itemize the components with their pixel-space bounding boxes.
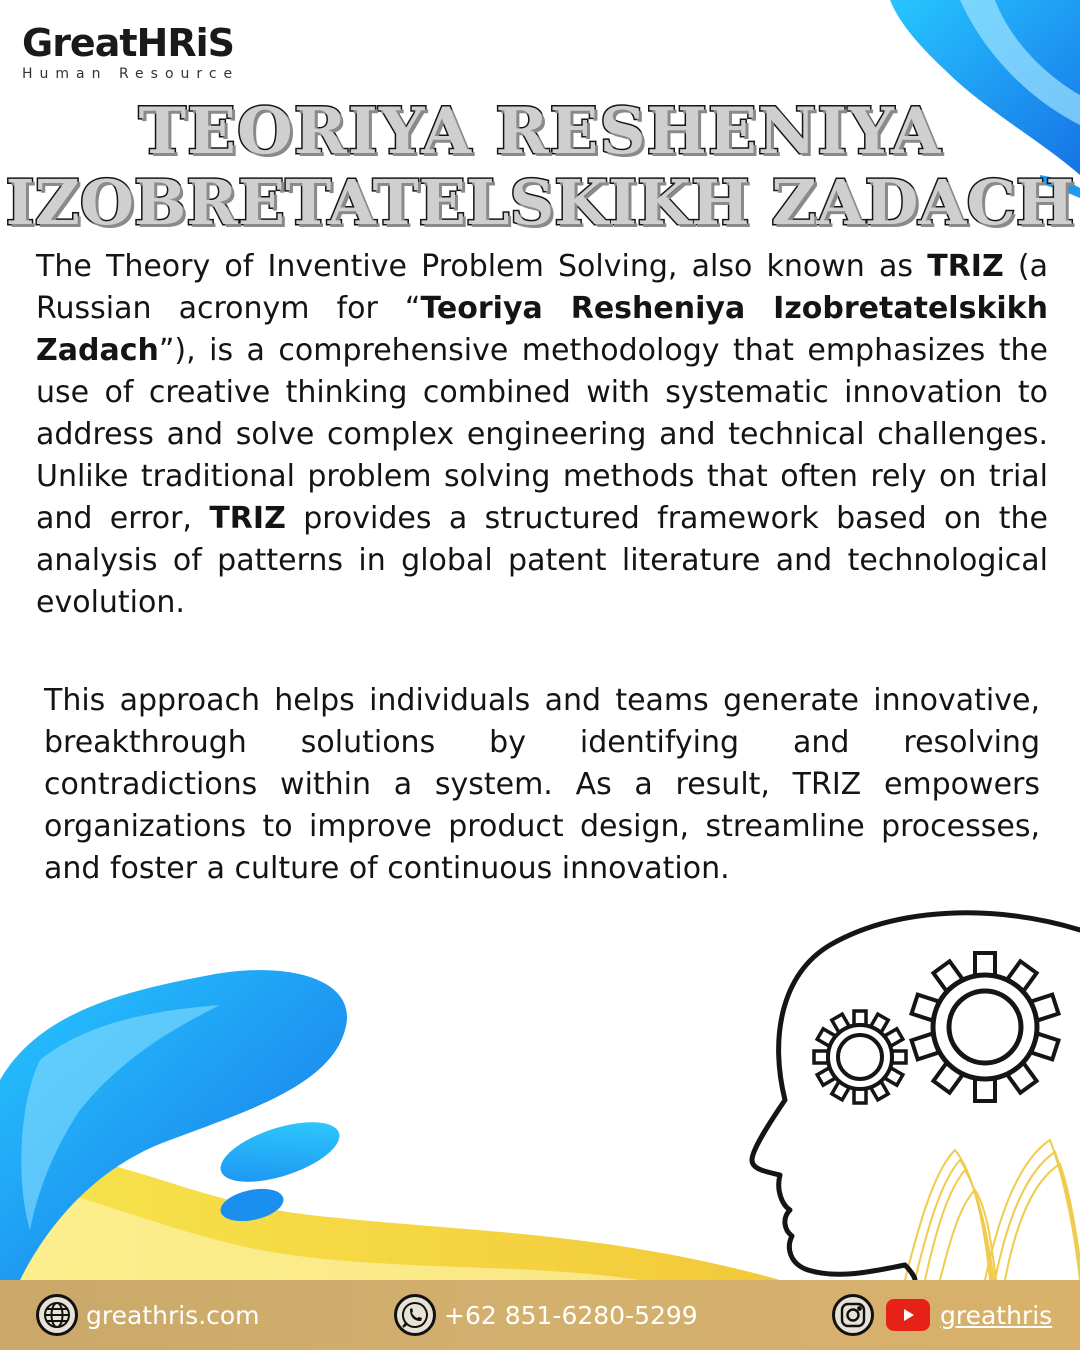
bottom-left-yellow-wave	[0, 1150, 780, 1280]
intro-bold-triz-2: TRIZ	[209, 501, 286, 536]
title-line-2: IZOBRETATELSKIKH ZADACH	[5, 166, 1075, 240]
whatsapp-icon	[394, 1294, 436, 1336]
intro-text-2: (a Russian acronym for “	[36, 249, 1049, 326]
intro-bold-triz: TRIZ	[927, 249, 1004, 284]
phone-link[interactable]	[394, 1292, 698, 1338]
youtube-icon	[886, 1299, 930, 1331]
phone-text: +62 851-6280-5299	[444, 1300, 698, 1330]
intro-paragraph	[36, 246, 1048, 624]
page-title	[0, 96, 1080, 238]
instagram-icon	[832, 1294, 874, 1336]
intro-bold-full-name: Teoriya Resheniya Izobretatelskikh Zadach	[36, 291, 1048, 368]
website-text: greathris.com	[86, 1300, 260, 1330]
title-line-1: TEORIYA RESHENIYA	[138, 94, 942, 169]
intro-text-3: ”), is a comprehensive methodology that emphasizes the use of creative thinking combined with systematic innovation to address and solve complex engineering and technical challenges. Unlike traditional problem solving methods that often rely on trial and error,	[36, 333, 1048, 536]
social-handle: greathris	[940, 1300, 1053, 1330]
website-link[interactable]	[36, 1292, 260, 1338]
globe-icon	[36, 1294, 78, 1336]
bottom-right-line-swirl	[905, 1140, 1080, 1280]
intro-text-1: The Theory of Inventive Problem Solving, also known as	[36, 249, 928, 284]
brand-tagline: Human Resource	[22, 66, 240, 82]
approach-paragraph: This approach helps individuals and teams generate innovative, breakthrough solutions by identifying and resolving contradictions within a system. As a result, TRIZ empowers organizations to improve product design, streamline processes, and foster a culture of continuous innovation.	[44, 683, 1040, 886]
brand-name: GreatHRiS	[22, 21, 234, 65]
intro-text-4: provides a structured framework based on the analysis of patterns in global patent literature and technological evolution.	[36, 501, 1048, 620]
contact-footer	[0, 1280, 1080, 1350]
social-link[interactable]	[832, 1292, 1052, 1338]
brand-logo	[22, 21, 240, 82]
head-with-gears-icon	[752, 913, 1080, 1280]
